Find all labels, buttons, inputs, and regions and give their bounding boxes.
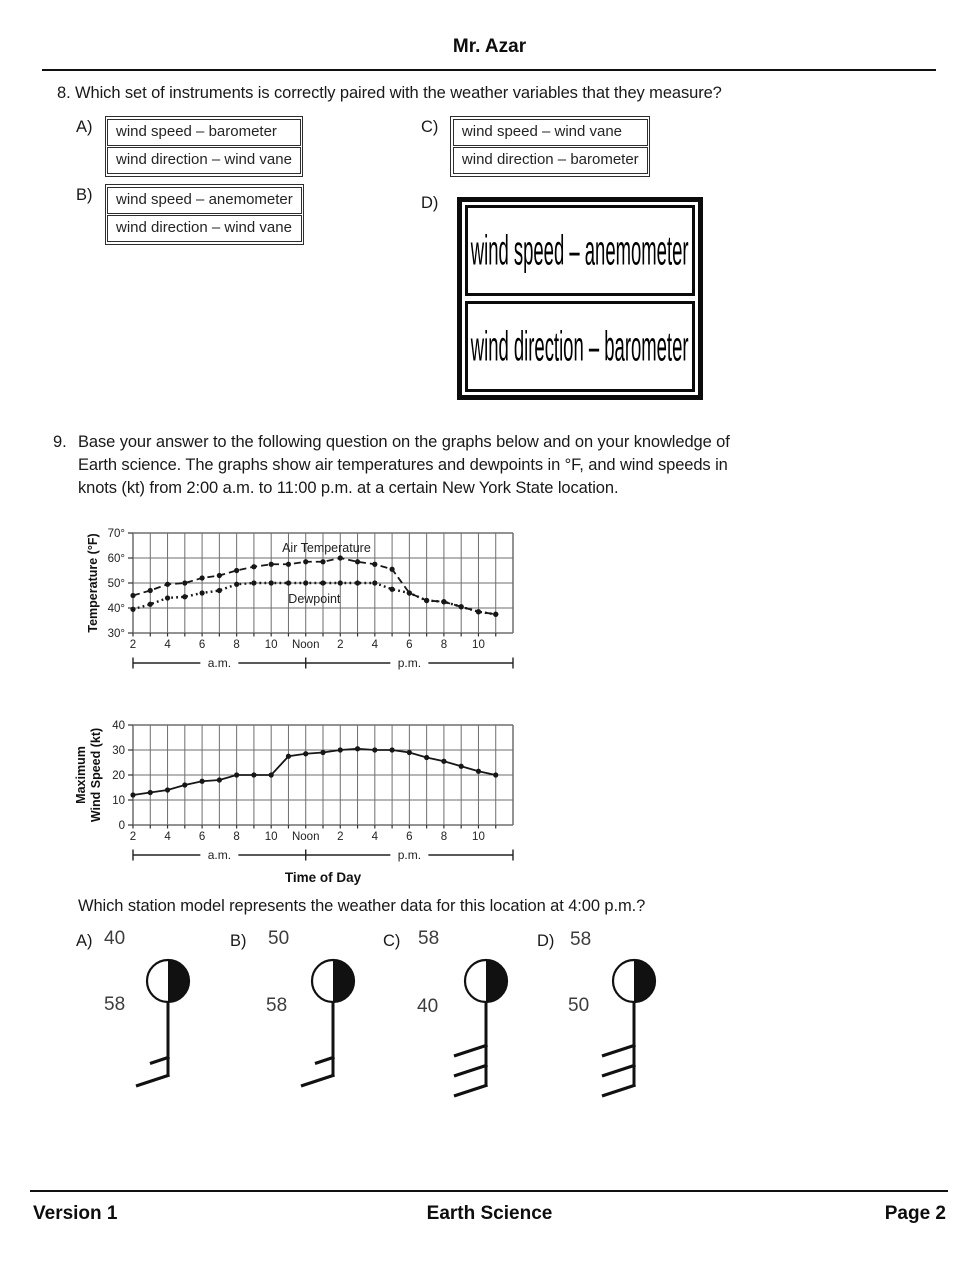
option-letter: D) [421, 194, 439, 212]
answer-row [465, 205, 695, 296]
data-point [338, 580, 343, 585]
q9-intro-line: Base your answer to the following question on the graphs below and on your knowledge of [78, 433, 730, 451]
data-point [320, 559, 325, 564]
data-point [165, 582, 170, 587]
data-point [182, 580, 187, 585]
footer-divider [30, 1190, 948, 1192]
wind-barb-full [602, 1045, 636, 1056]
x-tick-label: 10 [472, 831, 485, 843]
data-point [389, 747, 394, 752]
data-point [320, 750, 325, 755]
answer-row: wind direction – wind vane [107, 147, 301, 174]
data-point [165, 787, 170, 792]
x-tick-label: 10 [264, 639, 278, 651]
data-point [303, 580, 308, 585]
data-point [199, 779, 204, 784]
data-point [286, 562, 291, 567]
data-point [130, 792, 135, 797]
y-tick-label: 0 [118, 820, 125, 832]
data-point [441, 759, 446, 764]
station-temperature: 58 [570, 929, 592, 950]
q8-question [57, 84, 722, 103]
x-tick-label: 6 [198, 639, 206, 651]
answer-table [450, 116, 650, 177]
answer-table [105, 184, 305, 245]
data-point [165, 595, 170, 600]
answer-row: wind speed – barometer [107, 119, 301, 146]
x-tick-label: 6 [198, 831, 206, 843]
footer-version: Version 1 [33, 1203, 118, 1224]
period-label: p.m. [397, 848, 422, 862]
footer-subject: Earth Science [426, 1203, 553, 1224]
footer-page: Page 2 [884, 1203, 946, 1224]
data-point [476, 769, 481, 774]
page-title: Mr. Azar [452, 36, 527, 57]
x-tick-label: 10 [472, 639, 485, 651]
x-tick-label: 2 [129, 831, 137, 843]
data-point [303, 559, 308, 564]
q8-option-b [76, 184, 304, 245]
x-tick-label: 6 [406, 831, 413, 843]
data-point [148, 602, 153, 607]
data-point [269, 580, 274, 585]
x-tick-label: 4 [164, 831, 171, 843]
data-point [407, 590, 412, 595]
y-axis-title: Wind Speed (kt) [89, 727, 103, 823]
option-letter: C) [421, 118, 439, 136]
station-model-d [566, 930, 706, 1102]
data-point [199, 575, 204, 580]
y-tick-label: 50° [107, 578, 125, 590]
q9-intro-line: Earth science. The graphs show air temperatures and dewpoints in °F, and wind speeds in [78, 456, 728, 474]
data-point [476, 609, 481, 614]
x-tick-label: 8 [233, 639, 240, 651]
data-point [372, 580, 377, 585]
q8-option-d-table [457, 197, 703, 400]
data-point [355, 559, 360, 564]
wind-barb-full [136, 1075, 170, 1086]
period-label: a.m. [207, 848, 232, 862]
option-letter: A) [76, 118, 93, 136]
y-tick-label: 40 [112, 720, 125, 732]
wind-speed-graph [72, 714, 532, 896]
q9-number: 9. [53, 433, 67, 451]
data-point [148, 588, 153, 593]
y-tick-label: 70° [107, 528, 125, 540]
x-tick-label: Noon [291, 831, 320, 843]
data-point [493, 612, 498, 617]
data-point [389, 567, 394, 572]
data-point [234, 568, 239, 573]
data-point [286, 580, 291, 585]
data-point [320, 580, 325, 585]
option-letter: D) [537, 932, 555, 950]
data-point [269, 772, 274, 777]
data-point [217, 777, 222, 782]
data-point [355, 580, 360, 585]
temperature-graph [72, 524, 532, 696]
data-point [355, 746, 360, 751]
station-temperature: 40 [104, 928, 126, 949]
station-dewpoint: 58 [104, 994, 126, 1015]
x-tick-label: Noon [291, 639, 320, 651]
answer-row: wind speed – anemometer [107, 187, 302, 214]
data-point [459, 604, 464, 609]
data-point [338, 747, 343, 752]
station-temperature: 58 [418, 928, 440, 949]
x-tick-label: 8 [233, 831, 240, 843]
wind-barb-full [602, 1085, 636, 1096]
station-model-a [100, 930, 240, 1102]
data-point [182, 782, 187, 787]
data-point [389, 587, 394, 592]
period-label: p.m. [397, 656, 422, 670]
y-axis-title: Temperature (°F) [86, 533, 100, 633]
y-tick-label: 30 [112, 745, 125, 757]
answer-row-text: wind speed – anemometer [471, 225, 689, 274]
data-point [148, 790, 153, 795]
q8-number: 8. [57, 84, 71, 102]
x-tick-label: 6 [406, 639, 413, 651]
answer-row: wind direction – wind vane [107, 215, 302, 242]
wind-barb-full [454, 1085, 488, 1096]
data-point [234, 582, 239, 587]
station-dewpoint: 40 [417, 996, 439, 1017]
answer-row [465, 301, 695, 392]
series-label: Air Temperature [282, 540, 371, 555]
x-tick-label: 2 [129, 639, 137, 651]
wind-barb-full [454, 1065, 488, 1076]
data-point [199, 590, 204, 595]
option-letter: B) [76, 186, 93, 204]
x-tick-label: 4 [164, 639, 171, 651]
y-tick-label: 20 [112, 770, 125, 782]
q8-option-c [421, 116, 650, 177]
data-point [182, 594, 187, 599]
period-label: a.m. [207, 656, 232, 670]
x-tick-label: 4 [371, 639, 379, 651]
cloud-cover-half [634, 960, 655, 1002]
option-letter: A) [76, 932, 93, 950]
data-point [372, 747, 377, 752]
data-point [424, 598, 429, 603]
y-axis-title: Maximum [74, 746, 88, 804]
wind-barb-full [454, 1045, 488, 1056]
cloud-cover-half [333, 960, 354, 1002]
answer-row: wind direction – barometer [453, 147, 648, 174]
data-point [424, 755, 429, 760]
data-point [217, 588, 222, 593]
station-model-c [418, 930, 558, 1102]
data-point [303, 751, 308, 756]
x-tick-label: 8 [440, 639, 448, 651]
x-tick-label: 2 [337, 831, 344, 843]
data-point [407, 750, 412, 755]
data-point [130, 607, 135, 612]
x-tick-label: 2 [337, 639, 344, 651]
wind-barb-full [602, 1065, 636, 1076]
header-divider [42, 69, 936, 71]
y-tick-label: 60° [107, 553, 125, 565]
data-point [338, 555, 343, 560]
station-dewpoint: 58 [266, 995, 288, 1016]
data-point [286, 754, 291, 759]
x-axis-title: Time of Day [284, 870, 362, 885]
data-point [372, 562, 377, 567]
wind-barb-full [301, 1075, 335, 1086]
q9-intro [78, 431, 730, 500]
answer-row: wind speed – wind vane [453, 119, 648, 146]
data-point [234, 772, 239, 777]
station-model-b [265, 930, 405, 1102]
y-tick-label: 10 [112, 795, 125, 807]
q9-intro-line: knots (kt) from 2:00 a.m. to 11:00 p.m. at a certain New York State location. [78, 479, 619, 497]
series-line [133, 749, 496, 795]
answer-table [105, 116, 304, 177]
data-point [217, 573, 222, 578]
option-letter: C) [383, 932, 401, 950]
y-tick-label: 30° [107, 628, 125, 640]
x-tick-label: 4 [371, 831, 379, 843]
answer-row-text: wind direction – barometer [471, 321, 689, 370]
data-point [493, 772, 498, 777]
q9-question: Which station model represents the weather data for this location at 4:00 p.m.? [78, 897, 646, 915]
cloud-cover-half [486, 960, 507, 1002]
data-point [251, 564, 256, 569]
data-point [269, 562, 274, 567]
series-label: Dewpoint [288, 592, 341, 606]
station-dewpoint: 50 [568, 995, 590, 1016]
q8-text: Which set of instruments is correctly paired with the weather variables that they measure? [75, 84, 722, 102]
x-tick-label: 10 [264, 831, 278, 843]
station-temperature: 50 [268, 928, 290, 949]
data-point [459, 764, 464, 769]
y-tick-label: 40° [107, 603, 125, 615]
q8-option-a [76, 116, 303, 177]
data-point [251, 772, 256, 777]
data-point [251, 580, 256, 585]
x-tick-label: 8 [440, 831, 448, 843]
option-letter: B) [230, 932, 247, 950]
data-point [130, 593, 135, 598]
data-point [441, 599, 446, 604]
cloud-cover-half [168, 960, 189, 1002]
